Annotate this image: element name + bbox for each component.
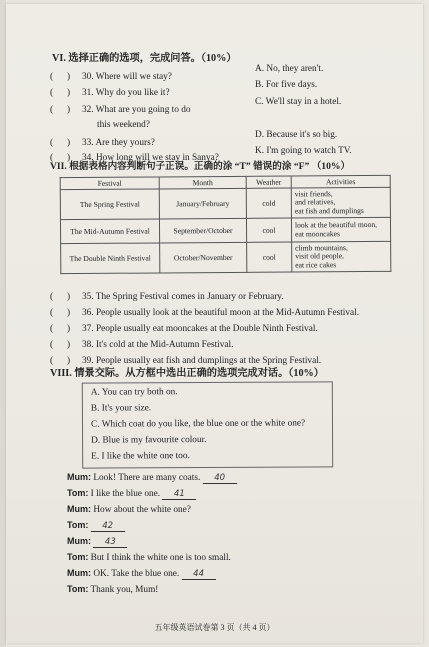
dialogue-line: Mum: 43	[67, 536, 127, 548]
section6-title: VI. 选择正确的选项，完成问答。（10%）	[52, 53, 237, 64]
table-row	[61, 241, 391, 273]
answer-paren: ( )	[50, 153, 71, 163]
box-option-b: B. It's your size.	[90, 403, 152, 414]
question-34: 34. How long will we stay in Sanya?	[82, 153, 219, 163]
option-b: B. For five days.	[255, 80, 318, 90]
cell-activities: look at the beautiful moon, eat mooncakes	[291, 217, 390, 242]
cell-festival: The Double Ninth Festival	[61, 243, 160, 274]
question-32: 32. What are you going to do	[82, 105, 191, 115]
page-footer: 五年级英语试卷第 3 页（共 4 页）	[154, 623, 275, 632]
answer-paren: ( )	[50, 72, 71, 82]
dialogue-line: Tom: But I think the white one is too small.	[67, 552, 231, 563]
answer-paren: ( )	[50, 356, 71, 366]
dialogue-line: Tom: Thank you, Mum!	[67, 584, 159, 595]
answer-paren: ( )	[50, 88, 71, 98]
cell-weather: cold	[246, 188, 291, 218]
question-31: 31. Why do you like it?	[82, 88, 170, 98]
question-30: 30. Where will we stay?	[82, 72, 172, 82]
dialogue-line: Tom: I like the blue one. 41	[67, 488, 196, 500]
box-option-e: E. I like the white one too.	[91, 451, 190, 462]
cell-month: October/November	[160, 242, 247, 273]
section7-title: VII. 根据表格内容判断句子正误。正确的涂 “T” 错误的涂 “F” （10%）	[50, 161, 351, 172]
statement-38: 38. It's cold at the Mid-Autumn Festival.	[82, 340, 234, 350]
options-box	[82, 381, 333, 468]
box-option-a: A. You can try both on.	[90, 387, 178, 398]
answer-paren: ( )	[50, 340, 71, 350]
dialogue-line: Tom: 42	[67, 520, 125, 532]
blank-40[interactable]: 40	[203, 473, 237, 484]
box-option-d: D. Blue is my favourite colour.	[91, 435, 207, 446]
cell-festival: The Spring Festival	[60, 189, 159, 220]
dialogue-line: Mum: Look! There are many coats. 40	[67, 472, 237, 484]
answer-paren: ( )	[50, 292, 71, 302]
cell-month: September/October	[159, 218, 246, 243]
header-activities: Activities	[291, 175, 390, 188]
statement-37: 37. People usually eat mooncakes at the Double Ninth Festival.	[82, 324, 318, 334]
cell-festival: The Mid-Autumn Festival	[60, 219, 159, 244]
option-c: C. We'll stay in a hotel.	[255, 97, 342, 107]
dialogue-line: Mum: OK. Take the blue one. 44	[67, 568, 216, 580]
option-k: K. I'm going to watch TV.	[255, 146, 352, 156]
statement-36: 36. People usually look at the beautiful moon at the Mid-Autumn Festival.	[82, 308, 360, 318]
table-row	[60, 217, 390, 243]
answer-paren: ( )	[50, 308, 71, 318]
statement-39: 39. People usually eat fish and dumplings at the Spring Festival.	[82, 356, 322, 366]
statement-35: 35. The Spring Festival comes in January or February.	[82, 292, 284, 302]
cell-activities: visit friends, and relatives, eat fish and dumplings	[291, 187, 390, 218]
header-month: Month	[159, 176, 246, 189]
blank-43[interactable]: 43	[93, 537, 127, 548]
option-a: A. No, they aren't.	[255, 64, 324, 74]
answer-paren: ( )	[50, 138, 71, 148]
cell-month: January/February	[159, 188, 246, 219]
festival-table	[60, 175, 392, 274]
question-32-cont: this weekend?	[97, 120, 150, 130]
blank-44[interactable]: 44	[182, 569, 216, 580]
blank-42[interactable]: 42	[91, 521, 125, 532]
table-row	[60, 187, 390, 219]
cell-activities: climb mountains, visit old people, eat rice cakes	[292, 241, 391, 272]
header-festival: Festival	[60, 177, 159, 190]
cell-weather: cool	[247, 242, 292, 272]
dialogue-line: Mum: How about the white one?	[67, 504, 191, 515]
answer-paren: ( )	[50, 324, 71, 334]
box-option-c: C. Which coat do you like, the blue one or the white one?	[90, 418, 306, 430]
answer-paren: ( )	[50, 105, 71, 115]
section8-title: VIII. 情景交际。从方框中选出正确的选项完成对话。（10%）	[50, 368, 324, 379]
header-weather: Weather	[246, 176, 291, 188]
option-d: D. Because it's so big.	[255, 130, 338, 140]
cell-weather: cool	[246, 218, 291, 242]
blank-41[interactable]: 41	[162, 489, 196, 500]
question-33: 33. Are they yours?	[82, 138, 155, 148]
